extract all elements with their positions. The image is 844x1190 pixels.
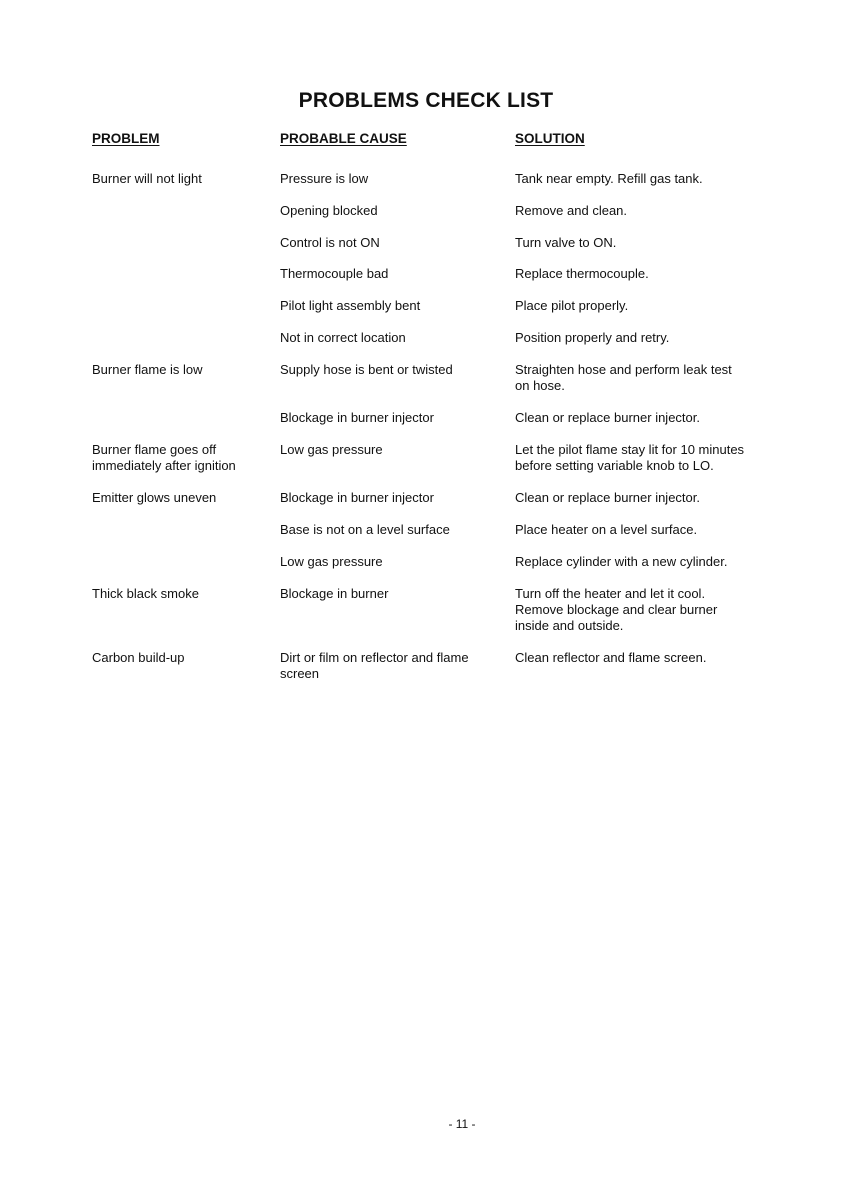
row-cause: Pressure is low [280,171,369,186]
row-cause: Low gas pressure [280,442,383,457]
row-cause: Blockage in burner injector [280,410,434,425]
row-solution: Clean or replace burner injector. [515,490,700,505]
row-problem: Burner will not light [92,171,202,186]
row-cause: Not in correct location [280,330,406,345]
row-solution: Tank near empty. Refill gas tank. [515,171,703,186]
row-solution: Turn valve to ON. [515,235,617,250]
row-problem: Thick black smoke [92,586,199,601]
row-solution: Remove and clean. [515,203,628,218]
row-solution: Straighten hose and perform leak test on hose. [515,362,732,393]
row-problem: Burner flame is low [92,362,203,377]
row-solution: Place pilot properly. [515,298,629,313]
row-cause: Thermocouple bad [280,266,389,281]
row-problem: Carbon build-up [92,650,185,665]
row-problem: Burner flame goes off immediately after ignition [92,442,236,473]
row-cause: Base is not on a level surface [280,522,450,537]
row-cause: Pilot light assembly bent [280,298,421,313]
row-solution: Clean reflector and flame screen. [515,650,707,665]
row-solution: Replace thermocouple. [515,266,649,281]
row-solution: Replace cylinder with a new cylinder. [515,554,728,569]
row-problem: Emitter glows uneven [92,490,217,505]
row-solution: Let the pilot flame stay lit for 10 minutes before setting variable knob to LO. [515,442,745,473]
row-cause: Opening blocked [280,203,378,218]
page-number: - 11 - [448,1117,476,1131]
row-cause: Blockage in burner injector [280,490,434,505]
header-probable-cause: PROBABLE CAUSE [280,131,407,146]
row-solution: Place heater on a level surface. [515,522,698,537]
page-title: PROBLEMS CHECK LIST [298,89,554,112]
header-solution: SOLUTION [515,131,585,146]
row-solution: Clean or replace burner injector. [515,410,700,425]
row-cause: Control is not ON [280,235,380,250]
row-cause: Supply hose is bent or twisted [280,362,453,377]
row-solution: Turn off the heater and let it cool. Remove blockage and clear burner inside and outside. [515,586,718,633]
header-problem: PROBLEM [92,131,160,146]
row-cause: Blockage in burner [280,586,389,601]
row-cause: Dirt or film on reflector and flame screen [280,650,469,681]
row-cause: Low gas pressure [280,554,383,569]
row-solution: Position properly and retry. [515,330,670,345]
